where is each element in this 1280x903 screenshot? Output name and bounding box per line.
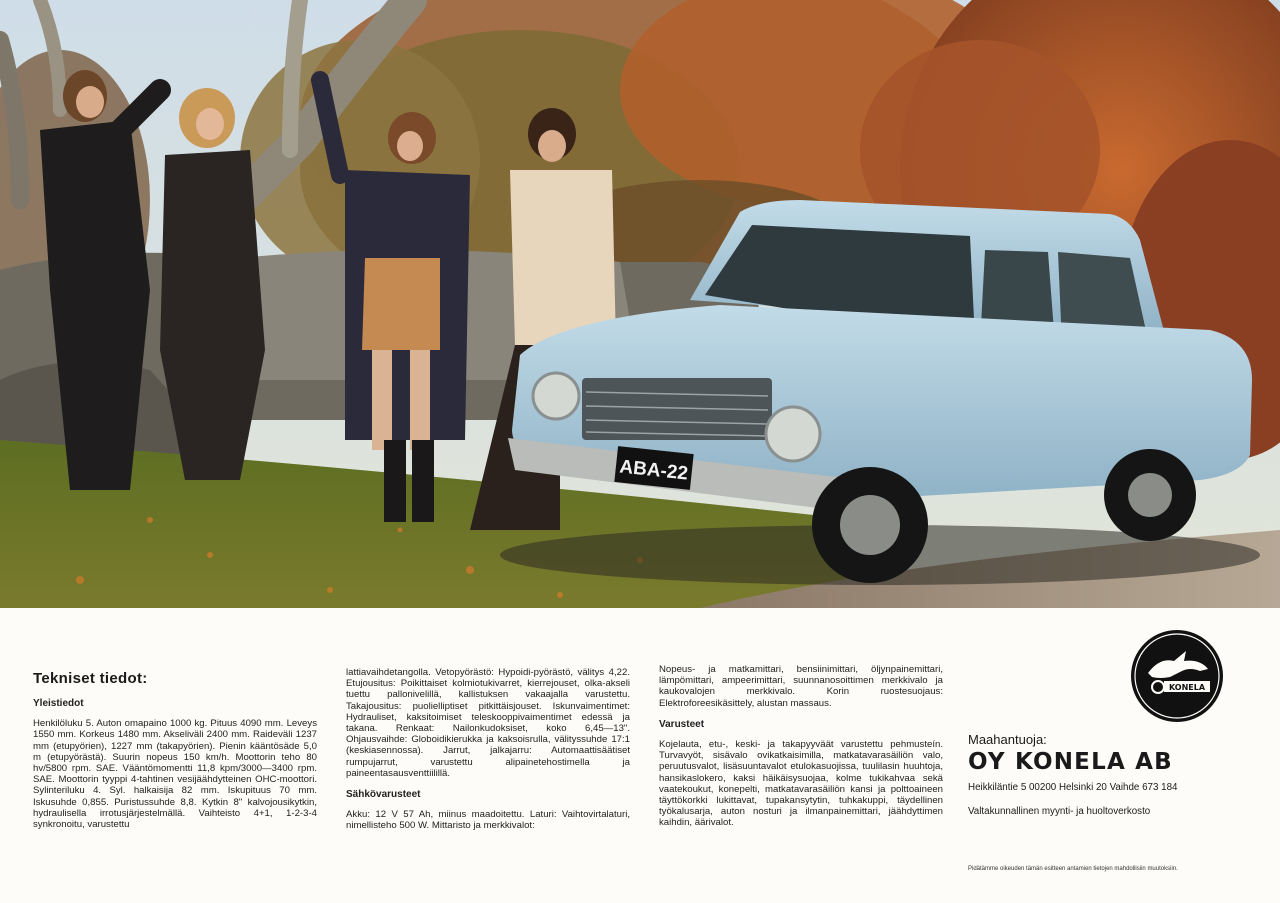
importer-label: Maahantuoja: — [968, 732, 1047, 747]
konela-logo-icon — [1130, 629, 1224, 723]
company-name: OY KONELA AB — [968, 749, 1173, 775]
specs-column-3 — [659, 664, 943, 829]
column-3-text: Nopeus- ja matkamittari, bensiinimittari, öljynpainemittari, lämpömittari, ampeerimittari, suunnanosoittimen merkkivalo ja kaukovalojen merkkivalo. Korin ruostesuojaus: Elektroforeesikäsittely, alustan massaus. — [659, 664, 943, 709]
column-2-text: lattiavaihdetangolla. Vetopyörästö: Hypoidi-pyörästö, välitys 4,22. Etujousitus: Poikittaiset kolmiotukivarret, kierrejouset, olka-akseli tuettu pallonivelillä, kallistuksen vakaajalla varustettu. Takajousitus: puolielliptiset pitkittäisjouset. Iskunvaimentimet: Hydrauliset, kaksitoimiset teleskooppivaimentimet edessä ja takana. Renkaat: Nailonkudoksiset, koko 6,45—13". Ohjausvaihde: Globoidikierukka ja kaksoisrulla, välityssuhde 17:1 (keskiasennossa). Jarrut, jalkajarru: Automaattisäätiset rumpujarrut, varustettu alipainetehostimella ja paineentasausventtiilillä. — [346, 667, 630, 779]
service-network: Valtakunnallinen myynti- ja huoltoverkosto — [968, 806, 1151, 817]
equipment-text: Kojelauta, etu-, keski- ja takapyyväät varustettu pehmusteín. Turvavyöt, sisävalo ovikatkaisimilla, matkatavarasäiliön valo, peruutusvalot, lisäsuuntavalot etulokasuojissa, tuulilasin huuhtoja, hansikaslokero, kaksi häikäisysuojaa, kolme tukikahvaa sekä vaatekoukut, konepelti, matkatavarasäiliön kansi ja polttoaineen täyttökorkki lukittavat, tupakansytytin, tuhkakuppi, täydellinen työkalusarja, auton nosturi ja ilmanpainemittari, jäähdyttimen kaihdin, äärivalot. — [659, 739, 943, 829]
logo-text: KONELA — [1168, 683, 1206, 692]
specs-column-1 — [33, 698, 317, 830]
electrical-heading: Sähkövarusteet — [346, 789, 421, 801]
license-plate: ABA-22 — [618, 456, 689, 485]
general-text: Henkilöluku 5. Auton omapaino 1000 kg. Pituus 4090 mm. Leveys 1550 mm. Korkeus 1480 mm. Akseliväli 2400 mm. Raideväli 1237 mm (etupyörien), 1227 mm (takapyörien). Pienin kääntösäde 5,0 m (etupyörästä). Suurin nopeus 150 km/h. Moottorin teho 80 hv/5800 rpm. SAE. Vääntömomentti 11,8 kpm/3000—3400 rpm. SAE. Moottorin tyyppi 4-tahtinen vesijäähdytteinen OHC-moottori. Sylinteriluku 4. Syl. halkaisija 82 mm. Iskupituus 70 mm. Iskusuhde 0,855. Puristussuhde 8,8. Kytkin 8" kalvojousikytkin, hydraulisella irrotusjärjestelmällä. Vaihteisto 4+1, 1-2-3-4 synkronoitu, varustettu — [33, 718, 317, 831]
konela-logo — [1130, 629, 1224, 723]
equipment-heading: Varusteet — [659, 718, 705, 730]
general-heading: Yleistiedot — [33, 698, 84, 709]
specs-column-2 — [346, 667, 630, 832]
disclaimer: Pidätämme oikeuden tämän esitteen antamien tietojen mahdollisiin muutoksiin. — [968, 866, 1178, 872]
company-address: Heikkiläntie 5 00200 Helsinki 20 Vaihde 673 184 — [968, 782, 1178, 793]
specs-title: Tekniset tiedot: — [33, 670, 148, 687]
electrical-text: Akku: 12 V 57 Ah, miinus maadoitettu. Laturi: Vaihtovirtalaturi, nimellisteho 500 W. Mittaristo ja merkkivalot: — [346, 809, 630, 832]
